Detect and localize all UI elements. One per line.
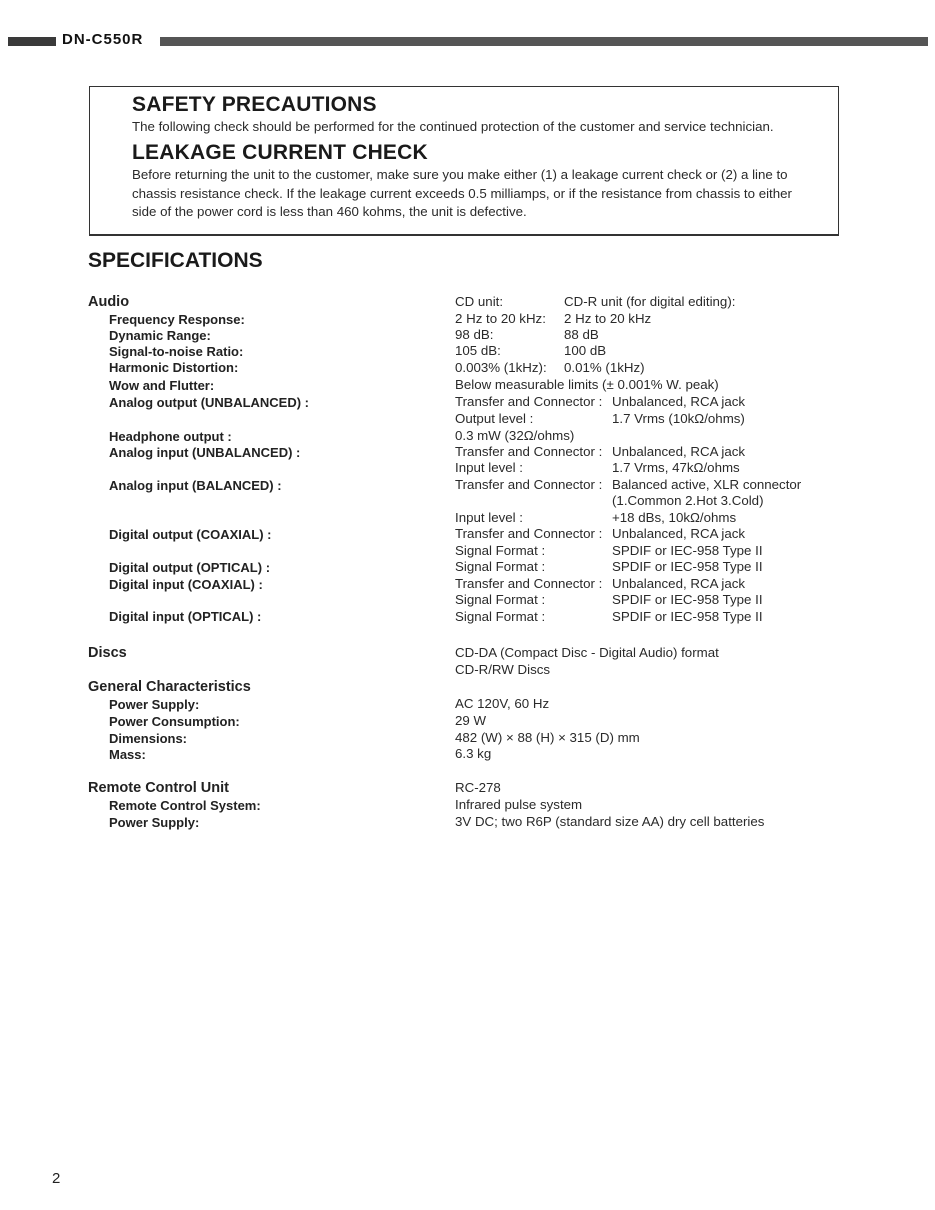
label-harmonic-distortion: Harmonic Distortion: [109, 360, 239, 375]
value-snr-cdr: 100 dB [564, 343, 607, 358]
value-frequency-cd: 2 Hz to 20 kHz: [455, 311, 546, 326]
value-dio-format-label: Signal Format : [455, 609, 546, 624]
label-power-consumption: Power Consumption: [109, 714, 240, 729]
safety-title: SAFETY PRECAUTIONS [132, 93, 377, 116]
label-remote-power: Power Supply: [109, 815, 200, 830]
value-aib-transfer-label: Transfer and Connector : [455, 477, 603, 492]
label-snr: Signal-to-noise Ratio: [109, 344, 244, 359]
page-number: 2 [52, 1170, 61, 1187]
general-heading: General Characteristics [88, 679, 251, 695]
value-aou-output: 1.7 Vrms (10kΩ/ohms) [612, 411, 745, 426]
leakage-title: LEAKAGE CURRENT CHECK [132, 141, 428, 164]
value-dimensions: 482 (W) × 88 (H) × 315 (D) mm [455, 730, 640, 745]
value-doc-format-label: Signal Format : [455, 543, 546, 558]
value-dic-transfer: Unbalanced, RCA jack [612, 576, 746, 591]
safety-text: The following check should be performed for the continued protection of the customer and service technician. [132, 119, 774, 134]
cdr-unit-header: CD-R unit (for digital editing): [564, 294, 736, 309]
label-digital-output-coaxial: Digital output (COAXIAL) : [109, 527, 272, 542]
value-remote-power: 3V DC; two R6P (standard size AA) dry cell batteries [455, 814, 765, 829]
value-doo-format: SPDIF or IEC-958 Type II [612, 559, 763, 574]
label-digital-input-optical: Digital input (OPTICAL) : [109, 609, 262, 624]
audio-heading: Audio [88, 294, 130, 310]
value-aib-input: +18 dBs, 10kΩ/ohms [612, 510, 737, 525]
value-dynamic-cd: 98 dB: [455, 327, 494, 342]
label-digital-output-optical: Digital output (OPTICAL) : [109, 560, 271, 575]
label-analog-output-unbalanced: Analog output (UNBALANCED) : [109, 395, 310, 410]
label-mass: Mass: [109, 747, 146, 762]
specifications-title: SPECIFICATIONS [88, 249, 263, 272]
value-thd-cd: 0.003% (1kHz): [455, 360, 547, 375]
value-aou-transfer: Unbalanced, RCA jack [612, 394, 746, 409]
value-dynamic-cdr: 88 dB [564, 327, 599, 342]
value-frequency-cdr: 2 Hz to 20 kHz [564, 311, 652, 326]
value-headphone: 0.3 mW (32Ω/ohms) [455, 428, 575, 443]
value-aiu-transfer: Unbalanced, RCA jack [612, 444, 746, 459]
label-wow-flutter: Wow and Flutter: [109, 378, 215, 393]
value-dic-format-label: Signal Format : [455, 592, 546, 607]
value-power-supply: AC 120V, 60 Hz [455, 696, 550, 711]
label-analog-input-unbalanced: Analog input (UNBALANCED) : [109, 445, 301, 460]
cd-unit-header: CD unit: [455, 294, 504, 309]
label-dimensions: Dimensions: [109, 731, 188, 746]
value-aib-input-label: Input level : [455, 510, 524, 525]
value-discs-format: CD-DA (Compact Disc - Digital Audio) format [455, 645, 719, 660]
header-bar-left [8, 37, 56, 46]
value-aiu-input: 1.7 Vrms, 47kΩ/ohms [612, 460, 740, 475]
label-dynamic-range: Dynamic Range: [109, 328, 211, 343]
leakage-line-1: Before returning the unit to the customer, make sure you make either (1) a leakage current check or (2) a line to [132, 167, 788, 182]
label-analog-input-balanced: Analog input (BALANCED) : [109, 478, 282, 493]
leakage-line-3: side of the power cord is less than 460 kohms, the unit is defective. [132, 204, 527, 219]
value-aou-output-label: Output level : [455, 411, 534, 426]
label-headphone-output: Headphone output : [109, 429, 232, 444]
value-remote-model: RC-278 [455, 780, 501, 795]
value-aib-pins: (1.Common 2.Hot 3.Cold) [612, 493, 764, 508]
value-dio-format: SPDIF or IEC-958 Type II [612, 609, 763, 624]
model-name: DN-C550R [62, 31, 144, 48]
value-dic-format: SPDIF or IEC-958 Type II [612, 592, 763, 607]
value-doc-transfer: Unbalanced, RCA jack [612, 526, 746, 541]
value-discs-cdr: CD-R/RW Discs [455, 662, 551, 677]
value-doc-format: SPDIF or IEC-958 Type II [612, 543, 763, 558]
value-dic-transfer-label: Transfer and Connector : [455, 576, 603, 591]
value-snr-cd: 105 dB: [455, 343, 501, 358]
value-thd-cdr: 0.01% (1kHz) [564, 360, 645, 375]
value-aou-transfer-label: Transfer and Connector : [455, 394, 603, 409]
label-digital-input-coaxial: Digital input (COAXIAL) : [109, 577, 263, 592]
remote-heading: Remote Control Unit [88, 780, 229, 796]
label-power-supply: Power Supply: [109, 697, 200, 712]
value-doc-transfer-label: Transfer and Connector : [455, 526, 603, 541]
header-bar-right [160, 37, 928, 46]
value-wow-flutter: Below measurable limits (± 0.001% W. peak) [455, 377, 719, 392]
value-aiu-transfer-label: Transfer and Connector : [455, 444, 603, 459]
value-mass: 6.3 kg [455, 746, 492, 761]
value-aib-transfer: Balanced active, XLR connector [612, 477, 802, 492]
leakage-line-2: chassis resistance check. If the leakage current exceeds 0.5 milliamps, or if the resistance from chassis to either [132, 185, 792, 201]
discs-heading: Discs [88, 645, 127, 661]
label-frequency-response: Frequency Response: [109, 312, 245, 327]
value-doo-format-label: Signal Format : [455, 559, 546, 574]
value-aiu-input-label: Input level : [455, 460, 524, 475]
label-remote-system: Remote Control System: [109, 798, 261, 813]
value-power-consumption: 29 W [455, 713, 487, 728]
value-remote-system: Infrared pulse system [455, 797, 583, 812]
